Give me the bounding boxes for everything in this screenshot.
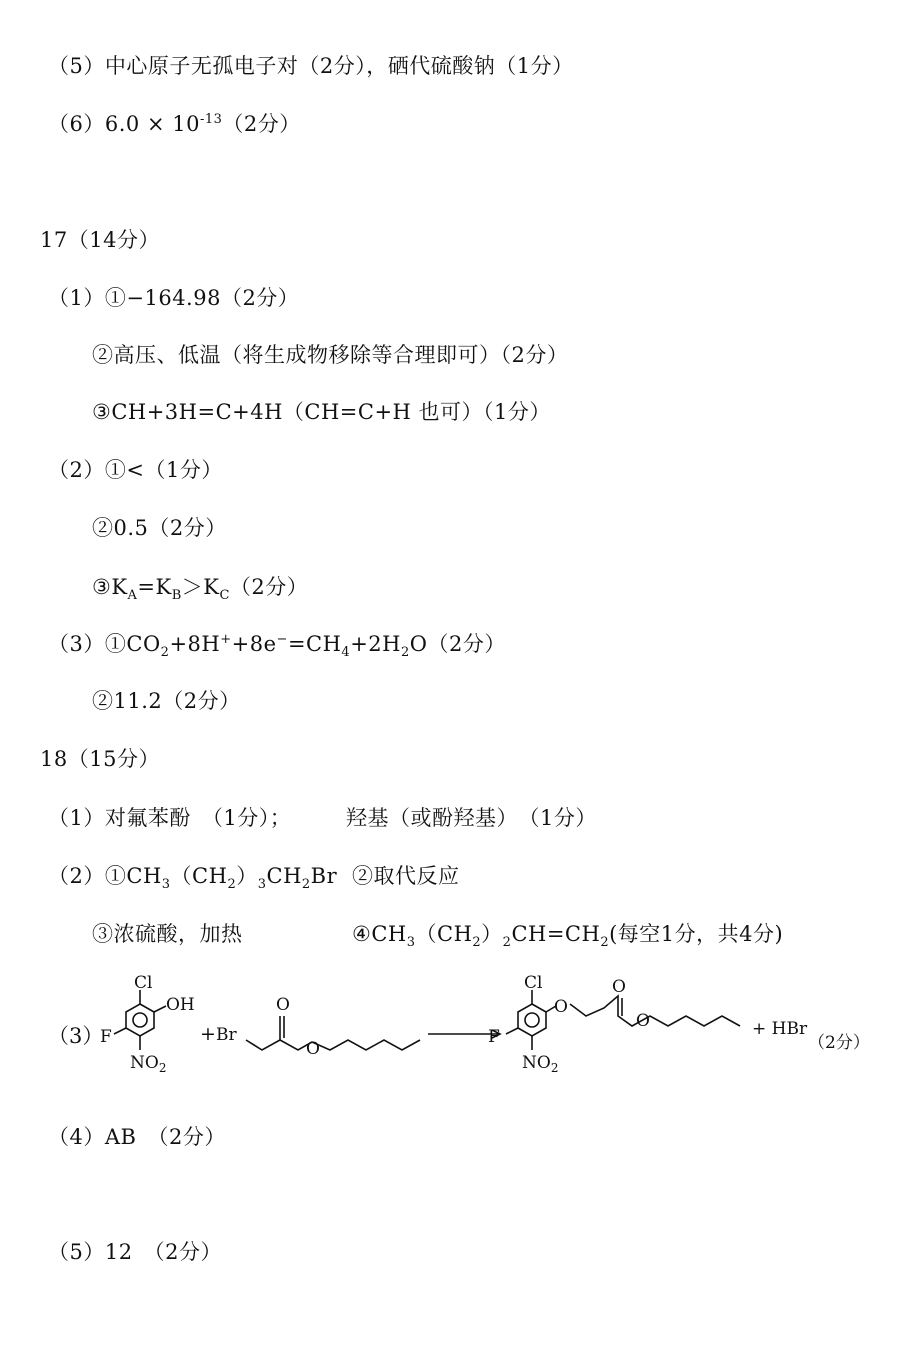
q18-part2-d xyxy=(352,920,784,951)
product-ester-chain xyxy=(570,996,740,1026)
product-f-label: F xyxy=(488,1027,500,1047)
subscript: A xyxy=(127,588,138,604)
q17-part2-c xyxy=(92,573,309,604)
answer-text: 12 （2分） xyxy=(104,1240,222,1264)
answer-text: CH=CH xyxy=(511,922,601,946)
subscript: 2 xyxy=(227,877,237,893)
part-number: （5） xyxy=(48,1240,105,1264)
ester-carbonyl-o: O xyxy=(276,995,290,1015)
answer-text: ①<（1分） xyxy=(104,458,223,482)
hbr-label: + HBr xyxy=(752,1019,808,1039)
product-benzene-ring xyxy=(518,1004,546,1036)
part-number: （1） xyxy=(48,806,105,830)
answer-text: ①−164.98（2分） xyxy=(104,286,300,310)
product-ether-o: O xyxy=(636,1011,650,1031)
subscript: 3 xyxy=(161,877,171,893)
q18-part1-b: 羟基（或酚羟基） （1分） xyxy=(346,806,597,830)
q17-part1-b: ②高压、低温（将生成物移除等合理即可）（2分） xyxy=(92,343,569,367)
subscript: 2 xyxy=(472,935,482,951)
answer-text: ＞K xyxy=(181,575,220,599)
part-number: （2） xyxy=(48,864,105,888)
plus-sign: + xyxy=(200,1023,216,1045)
subscript: 2 xyxy=(160,645,170,661)
answer-text: ） xyxy=(481,922,503,946)
bromo-label: Br xyxy=(216,1025,237,1045)
q16-part5 xyxy=(48,52,574,80)
answer-text: 对氟苯酚 （1分）； xyxy=(104,806,292,830)
reactant-aromatic-circle xyxy=(133,1013,147,1027)
q17-part2-b: ②0.5（2分） xyxy=(92,516,227,540)
product-no2-label: $NO_2$ xyxy=(522,1053,559,1075)
bond-f xyxy=(114,1028,126,1034)
part-number: （6） xyxy=(48,112,105,136)
score: (每空1分，共4分) xyxy=(609,922,784,946)
product-aromatic-circle xyxy=(525,1013,539,1027)
subscript: 3 xyxy=(406,935,416,951)
score: （2分） xyxy=(229,575,309,599)
q18-part4 xyxy=(48,1123,226,1151)
reactant-oh-label: OH xyxy=(166,995,195,1015)
score: （2分） xyxy=(222,112,301,136)
answer-text: Br xyxy=(310,864,338,888)
answer-text: 中心原子无孤电子对（2分），硒代硫酸钠（1分） xyxy=(104,54,574,78)
product-carbonyl-o: O xyxy=(612,977,626,997)
subscript: C xyxy=(219,588,230,604)
part-number: （5） xyxy=(48,54,105,78)
product-cl-label: Cl xyxy=(524,973,543,993)
answer-text: =CH xyxy=(287,632,342,656)
subscript: 4 xyxy=(341,645,351,661)
answer-exponent: -13 xyxy=(199,112,223,127)
q17-header: 17（14分） xyxy=(40,228,160,252)
subscript: 2 xyxy=(502,935,512,951)
answer-text: ） xyxy=(236,864,258,888)
ester-ether-o: O xyxy=(306,1039,320,1059)
answer-text: ③K xyxy=(92,575,128,599)
q18-part5 xyxy=(48,1238,222,1266)
subscript: 2 xyxy=(600,935,610,951)
answer-text: ④CH xyxy=(352,922,407,946)
superscript: + xyxy=(220,632,232,647)
score: O（2分） xyxy=(409,632,506,656)
reactant-f-label: F xyxy=(100,1027,112,1047)
answer-text: ①CH xyxy=(104,864,162,888)
q17-part3-a xyxy=(48,630,506,661)
answer-value: 6.0 × 10 xyxy=(104,112,200,136)
answer-text: （CH xyxy=(170,864,228,888)
reactant-cl-label: Cl xyxy=(134,973,153,993)
product-o-label: O xyxy=(554,997,568,1017)
q17-part3-b: ②11.2（2分） xyxy=(92,689,241,713)
part-number: （3） xyxy=(48,632,105,656)
answer-text: ①CO xyxy=(104,632,161,656)
q16-part6 xyxy=(48,110,301,138)
answer-text: CH xyxy=(266,864,302,888)
bond-oh xyxy=(154,1006,166,1012)
part-number: （3） xyxy=(48,1024,104,1048)
q17-part1-a xyxy=(48,284,299,312)
q17-part1-c: ③CH+3H=C+4H（CH=C+H 也可）（1分） xyxy=(92,400,551,424)
answer-text: AB （2分） xyxy=(104,1125,226,1149)
answer-text: =K xyxy=(137,575,172,599)
answer-text: +2H xyxy=(350,632,401,656)
subscript: 3 xyxy=(257,877,267,893)
bond-f-product xyxy=(506,1028,518,1034)
subscript: 2 xyxy=(301,877,311,893)
q17-part2-a xyxy=(48,456,223,484)
answer-text: （CH xyxy=(415,922,473,946)
reactant-no2-label: $NO_2$ xyxy=(130,1053,167,1075)
part-number: （4） xyxy=(48,1125,105,1149)
reaction-scheme xyxy=(0,970,900,1090)
bromo-ester-chain xyxy=(246,1016,420,1050)
q18-part2-c: ③浓硫酸，加热 xyxy=(92,922,243,946)
part-number: （1） xyxy=(48,286,105,310)
q18-part3-reaction xyxy=(0,970,900,1090)
subscript: B xyxy=(171,588,182,604)
q18-part1 xyxy=(48,804,291,832)
q18-part2-b: ②取代反应 xyxy=(352,864,460,888)
subscript: 2 xyxy=(400,645,410,661)
part-number: （2） xyxy=(48,458,105,482)
q18-part2-a xyxy=(48,862,338,893)
q18-header: 18（15分） xyxy=(40,747,160,771)
superscript: − xyxy=(276,632,288,647)
reactant-benzene-ring xyxy=(126,1004,154,1036)
answer-text: +8H xyxy=(169,632,221,656)
score: （2分） xyxy=(808,1033,870,1053)
answer-text: +8e xyxy=(231,632,277,656)
